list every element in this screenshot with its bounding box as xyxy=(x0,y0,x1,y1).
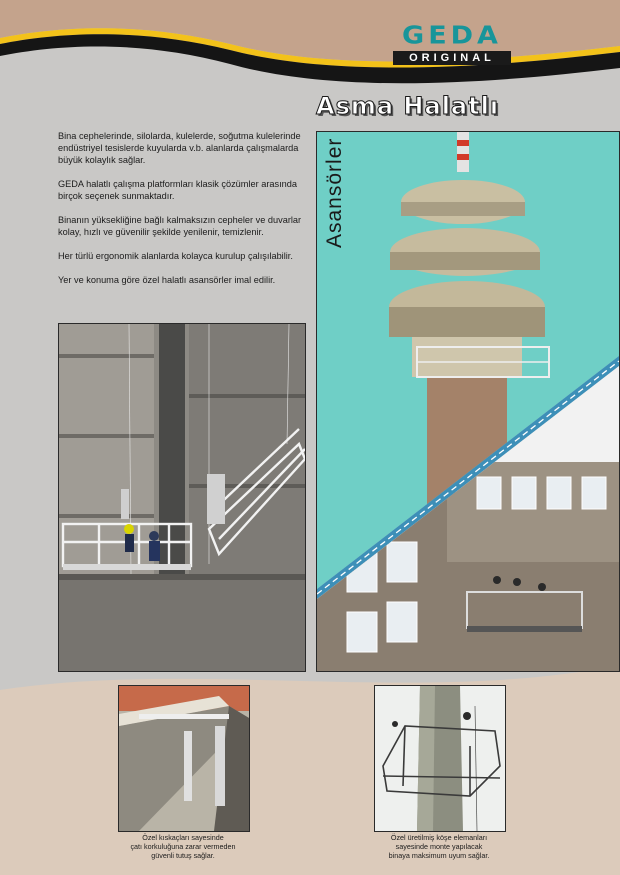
logo-wordmark: GEDA xyxy=(402,21,502,50)
caption-line: Özel kıskaçları sayesinde xyxy=(142,833,224,842)
caption-line: çatı korkuluğuna zarar vermeden xyxy=(130,842,236,851)
intro-paragraph: Her türlü ergonomik alanlarda kolayca kurulup çalışılabilir. xyxy=(58,251,293,261)
caption-line: Özel üretilmiş köşe elemanları xyxy=(390,833,488,842)
intro-paragraph: GEDA halatlı çalışma platformları klasik çözümler arasında birçok seçenek sunmaktadır. xyxy=(58,179,297,201)
intro-paragraph: Bina cephelerinde, silolarda, kulelerde, soğutma kulelerinde endüstriyel tesislerde kuyularda v.b. alanlarda çalışmalarda büyük kolaylık sağlar. xyxy=(58,131,301,165)
intro-paragraph: Binanın yüksekliğine bağlı kalmaksızın cepheler ve duvarlar kolay, hızlı ve güvenilir şekilde yenilenir, temizlenir. xyxy=(58,215,302,237)
chimney-caption xyxy=(362,833,516,860)
roof-clamp-photo xyxy=(118,685,250,832)
caption-line: sayesinde monte yapılacak xyxy=(395,842,483,851)
chimney-platform-photo xyxy=(374,685,506,832)
tower-platform-photo xyxy=(316,131,620,672)
caption-line: binaya maksimum uyum sağlar. xyxy=(388,851,490,860)
logo-tagline: ORIGINAL xyxy=(393,51,511,65)
vertical-title: Asansörler xyxy=(323,137,346,248)
clamp-caption xyxy=(108,833,258,860)
intro-text xyxy=(58,130,303,298)
caption-line: güvenli tutuş sağlar. xyxy=(151,851,215,860)
intro-paragraph: Yer ve konuma göre özel halatlı asansörler imal edilir. xyxy=(58,275,276,285)
page-title: Asma Halatlı xyxy=(316,92,500,120)
geda-logo xyxy=(393,22,511,64)
facade-platform-photo xyxy=(58,323,306,672)
